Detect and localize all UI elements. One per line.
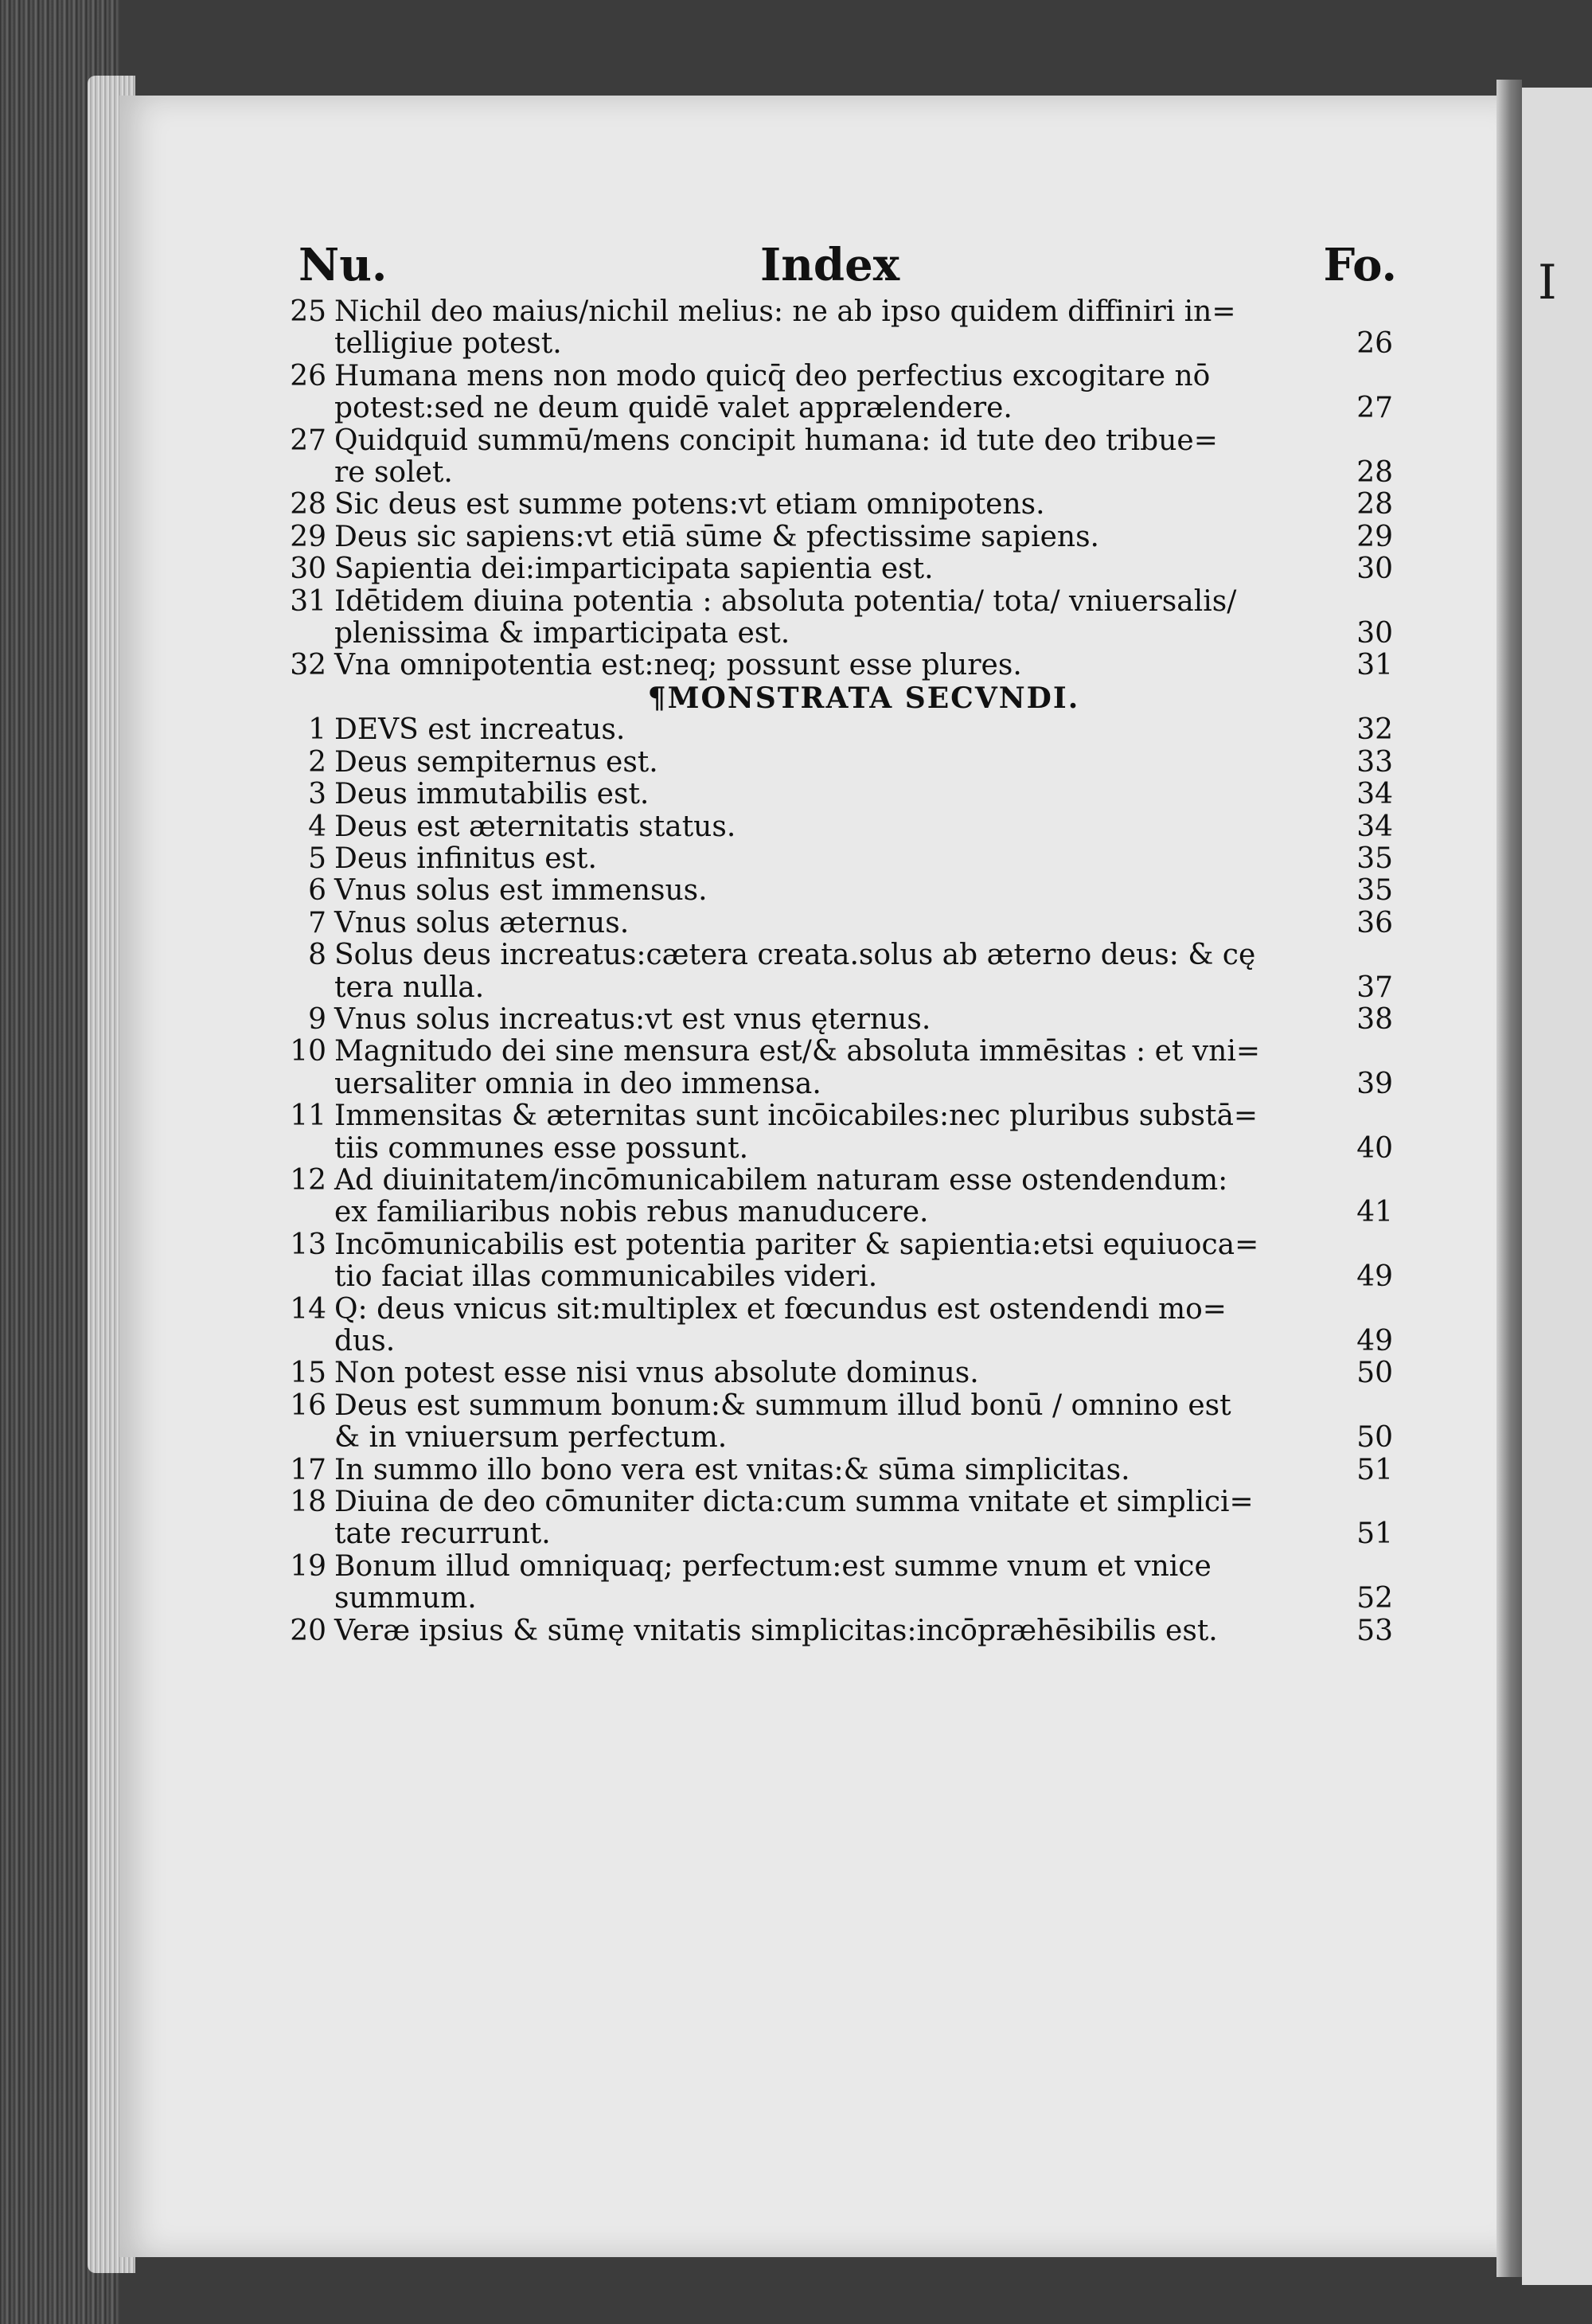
index-entry-line	[334, 1261, 1393, 1293]
index-entry-line	[334, 457, 1393, 489]
entry-text: Veræ ipsius & sūmę vnitatis simplicitas:incōpræhēsibilis est.	[334, 1614, 1218, 1647]
index-entry-line	[308, 810, 1393, 843]
entry-page-number: 32	[1356, 713, 1393, 747]
entry-text: re solet.	[334, 456, 453, 490]
index-entry-line	[308, 842, 1393, 875]
entry-text: Deus est æternitatis status.	[334, 810, 736, 843]
entry-page-number: 41	[1356, 1196, 1393, 1229]
entry-text: tio faciat illas communicabiles videri.	[334, 1260, 878, 1294]
entry-page-number: 40	[1356, 1131, 1393, 1165]
entry-number: 6	[308, 874, 326, 908]
entry-text: Diuina de deo cōmuniter dicta:cum summa vnitate et simplici=	[334, 1486, 1254, 1519]
index-entry-line	[290, 1549, 1393, 1583]
entry-number: 14	[290, 1292, 326, 1326]
index-entry-line	[290, 1614, 1393, 1647]
entry-text: ex familiaribus nobis rebus manuducere.	[334, 1196, 929, 1229]
entry-text: Nichil deo maius/nichil melius: ne ab ipso quidem diffiniri in=	[334, 295, 1236, 328]
entry-text: Solus deus increatus:cætera creata.solus ab æterno deus: & cę	[334, 939, 1256, 972]
entry-text: Deus sic sapiens:vt etiā sūme & pfectissime sapiens.	[334, 520, 1099, 553]
index-entry-line	[308, 906, 1393, 939]
index-entries	[290, 295, 1393, 1647]
entry-text: In summo illo bono vera est vnitas:& sūma simplicitas.	[334, 1453, 1130, 1486]
entry-page-number: 39	[1356, 1067, 1393, 1100]
entry-text: Deus est summum bonum:& summum illud bonū / omnino est	[334, 1389, 1231, 1422]
entry-page-number: 34	[1356, 778, 1393, 811]
entry-number: 29	[290, 520, 326, 553]
index-entry-line	[334, 1518, 1393, 1550]
entry-number: 9	[308, 1002, 326, 1036]
entry-page-number: 35	[1356, 842, 1393, 875]
entry-page-number: 37	[1356, 971, 1393, 1004]
entry-page-number: 30	[1356, 617, 1393, 650]
entry-text: summum.	[334, 1582, 477, 1615]
entry-text: Deus infinitus est.	[334, 842, 597, 875]
entry-text: Sapientia dei:imparticipata sapientia est.	[334, 553, 934, 586]
entry-page-number: 28	[1356, 488, 1393, 521]
entry-page-number: 49	[1356, 1325, 1393, 1357]
index-entry-line	[290, 1453, 1393, 1486]
entry-number: 28	[290, 488, 326, 521]
book-gutter	[1496, 80, 1522, 2277]
entry-number: 11	[290, 1100, 326, 1133]
index-entry-line	[290, 424, 1393, 457]
entry-number: 13	[290, 1228, 326, 1261]
entry-text: Vna omnipotentia est:neq; possunt esse plures.	[334, 649, 1022, 682]
entry-text: plenissima & imparticipata est.	[334, 617, 790, 650]
index-entry-line	[290, 649, 1393, 682]
section-title: ¶MONSTRATA SECVNDI.	[647, 681, 1080, 715]
index-entry-line	[334, 1133, 1393, 1165]
entry-number: 2	[308, 745, 326, 779]
entry-text: Vnus solus æternus.	[334, 906, 630, 939]
index-entry-line	[290, 1035, 1393, 1068]
index-entry-line	[308, 778, 1393, 811]
entry-text: potest:sed ne deum quidē valet apprælendere.	[334, 392, 1013, 425]
index-entry-line	[290, 1486, 1393, 1519]
entry-number: 12	[290, 1163, 326, 1197]
entry-text: dus.	[334, 1325, 396, 1357]
entry-page-number: 29	[1356, 520, 1393, 553]
entry-page-number: 49	[1356, 1260, 1393, 1294]
entry-page-number: 26	[1356, 327, 1393, 361]
entry-page-number: 50	[1356, 1357, 1393, 1390]
entry-number: 18	[290, 1486, 326, 1519]
facing-page-edge	[1522, 88, 1592, 2285]
entry-number: 31	[290, 584, 326, 618]
index-entry-line	[334, 1422, 1393, 1454]
entry-page-number: 27	[1356, 392, 1393, 425]
index-entry-line	[290, 488, 1393, 521]
entry-number: 7	[308, 906, 326, 939]
entry-number: 20	[290, 1614, 326, 1647]
index-entries-part2	[290, 713, 1393, 1647]
index-entry-line	[290, 359, 1393, 393]
entry-page-number: 52	[1356, 1582, 1393, 1615]
entry-text: Ad diuinitatem/incōmunicabilem naturam esse ostendendum:	[334, 1163, 1228, 1197]
entry-text: tera nulla.	[334, 971, 485, 1004]
entry-number: 5	[308, 842, 326, 875]
entry-number: 17	[290, 1453, 326, 1486]
entry-text: Vnus solus increatus:vt est vnus ęternus.	[334, 1002, 931, 1036]
entry-number: 25	[290, 295, 326, 328]
index-entry-line	[334, 1197, 1393, 1228]
entry-text: Immensitas & æternitas sunt incōicabiles:nec pluribus substā=	[334, 1100, 1258, 1133]
entry-text: Incōmunicabilis est potentia pariter & sapientia:etsi equiuoca=	[334, 1228, 1259, 1261]
index-entry-line	[290, 1163, 1393, 1197]
entry-page-number: 28	[1356, 456, 1393, 490]
entry-page-number: 51	[1356, 1517, 1393, 1551]
index-entry-line	[290, 1357, 1393, 1390]
facing-page-glyph: I	[1538, 255, 1557, 311]
entry-number: 1	[308, 713, 326, 747]
entry-number: 19	[290, 1549, 326, 1583]
index-entry-line	[290, 553, 1393, 586]
entry-page-number: 50	[1356, 1421, 1393, 1455]
entry-text: Deus immutabilis est.	[334, 778, 650, 811]
entry-number: 30	[290, 553, 326, 586]
index-entry-line	[308, 745, 1393, 779]
entry-number: 4	[308, 810, 326, 843]
index-entry-line	[334, 972, 1393, 1004]
entry-page-number: 30	[1356, 553, 1393, 586]
entry-number: 27	[290, 424, 326, 457]
index-entry-line	[308, 874, 1393, 908]
entry-text: Idētidem diuina potentia : absoluta potentia/ tota/ vniuersalis/	[334, 584, 1237, 618]
index-entry-line	[290, 520, 1393, 553]
entry-text: Vnus solus est immensus.	[334, 874, 708, 908]
entry-text: Humana mens non modo quicq̄ deo perfectius excogitare nō	[334, 359, 1211, 393]
index-entry-line	[290, 1100, 1393, 1133]
entry-page-number: 53	[1356, 1614, 1393, 1647]
entry-number: 10	[290, 1035, 326, 1068]
header-folio-label: Fo.	[1323, 239, 1397, 291]
entry-page-number: 33	[1356, 745, 1393, 779]
entry-number: 3	[308, 778, 326, 811]
entry-page-number: 51	[1356, 1453, 1393, 1486]
index-entry-line	[290, 295, 1393, 328]
entry-text: Bonum illud omniquaq; perfectum:est summe vnum et vnice	[334, 1549, 1212, 1583]
entry-number: 32	[290, 649, 326, 682]
entry-page-number: 34	[1356, 810, 1393, 843]
entry-text: Magnitudo dei sine mensura est/& absoluta immēsitas : et vni=	[334, 1035, 1261, 1068]
entry-page-number: 36	[1356, 906, 1393, 939]
entry-text: Q: deus vnicus sit:multiplex et fœcundus est ostendendi mo=	[334, 1292, 1227, 1326]
index-entry-line	[290, 1389, 1393, 1422]
entry-text: & in vniuersum perfectum.	[334, 1421, 728, 1455]
entry-text: Quidquid summū/mens concipit humana: id tute deo tribue=	[334, 424, 1218, 457]
index-entry-line	[334, 1583, 1393, 1615]
index-entry-line	[308, 713, 1393, 747]
index-entry-line	[334, 328, 1393, 360]
index-entries-part1	[290, 295, 1393, 682]
entry-number: 26	[290, 359, 326, 393]
header-number-label: Nu.	[298, 239, 388, 291]
index-entry-line	[290, 584, 1393, 618]
entry-text: tiis communes esse possunt.	[334, 1131, 749, 1165]
index-entry-line	[290, 1228, 1393, 1261]
index-entry-line	[290, 1292, 1393, 1326]
entry-text: Non potest esse nisi vnus absolute dominus.	[334, 1357, 979, 1390]
entry-page-number: 35	[1356, 874, 1393, 908]
index-entry-line	[308, 939, 1393, 972]
index-entry-line	[334, 1068, 1393, 1100]
entry-text: telligiue potest.	[334, 327, 562, 361]
entry-page-number: 38	[1356, 1002, 1393, 1036]
entry-text: uersaliter omnia in deo immensa.	[334, 1067, 821, 1100]
index-entry-line	[334, 618, 1393, 650]
entry-text: tate recurrunt.	[334, 1517, 551, 1551]
header-title: Index	[760, 239, 900, 291]
entry-text: DEVS est increatus.	[334, 713, 626, 747]
index-entry-line	[308, 1002, 1393, 1036]
index-entry-line	[334, 393, 1393, 424]
entry-number: 16	[290, 1389, 326, 1422]
entry-number: 8	[308, 939, 326, 972]
entry-text: Sic deus est summe potens:vt etiam omnipotens.	[334, 488, 1045, 521]
entry-number: 15	[290, 1357, 326, 1390]
entry-text: Deus sempiternus est.	[334, 745, 658, 779]
entry-page-number: 31	[1356, 649, 1393, 682]
index-entry-line	[334, 1326, 1393, 1357]
